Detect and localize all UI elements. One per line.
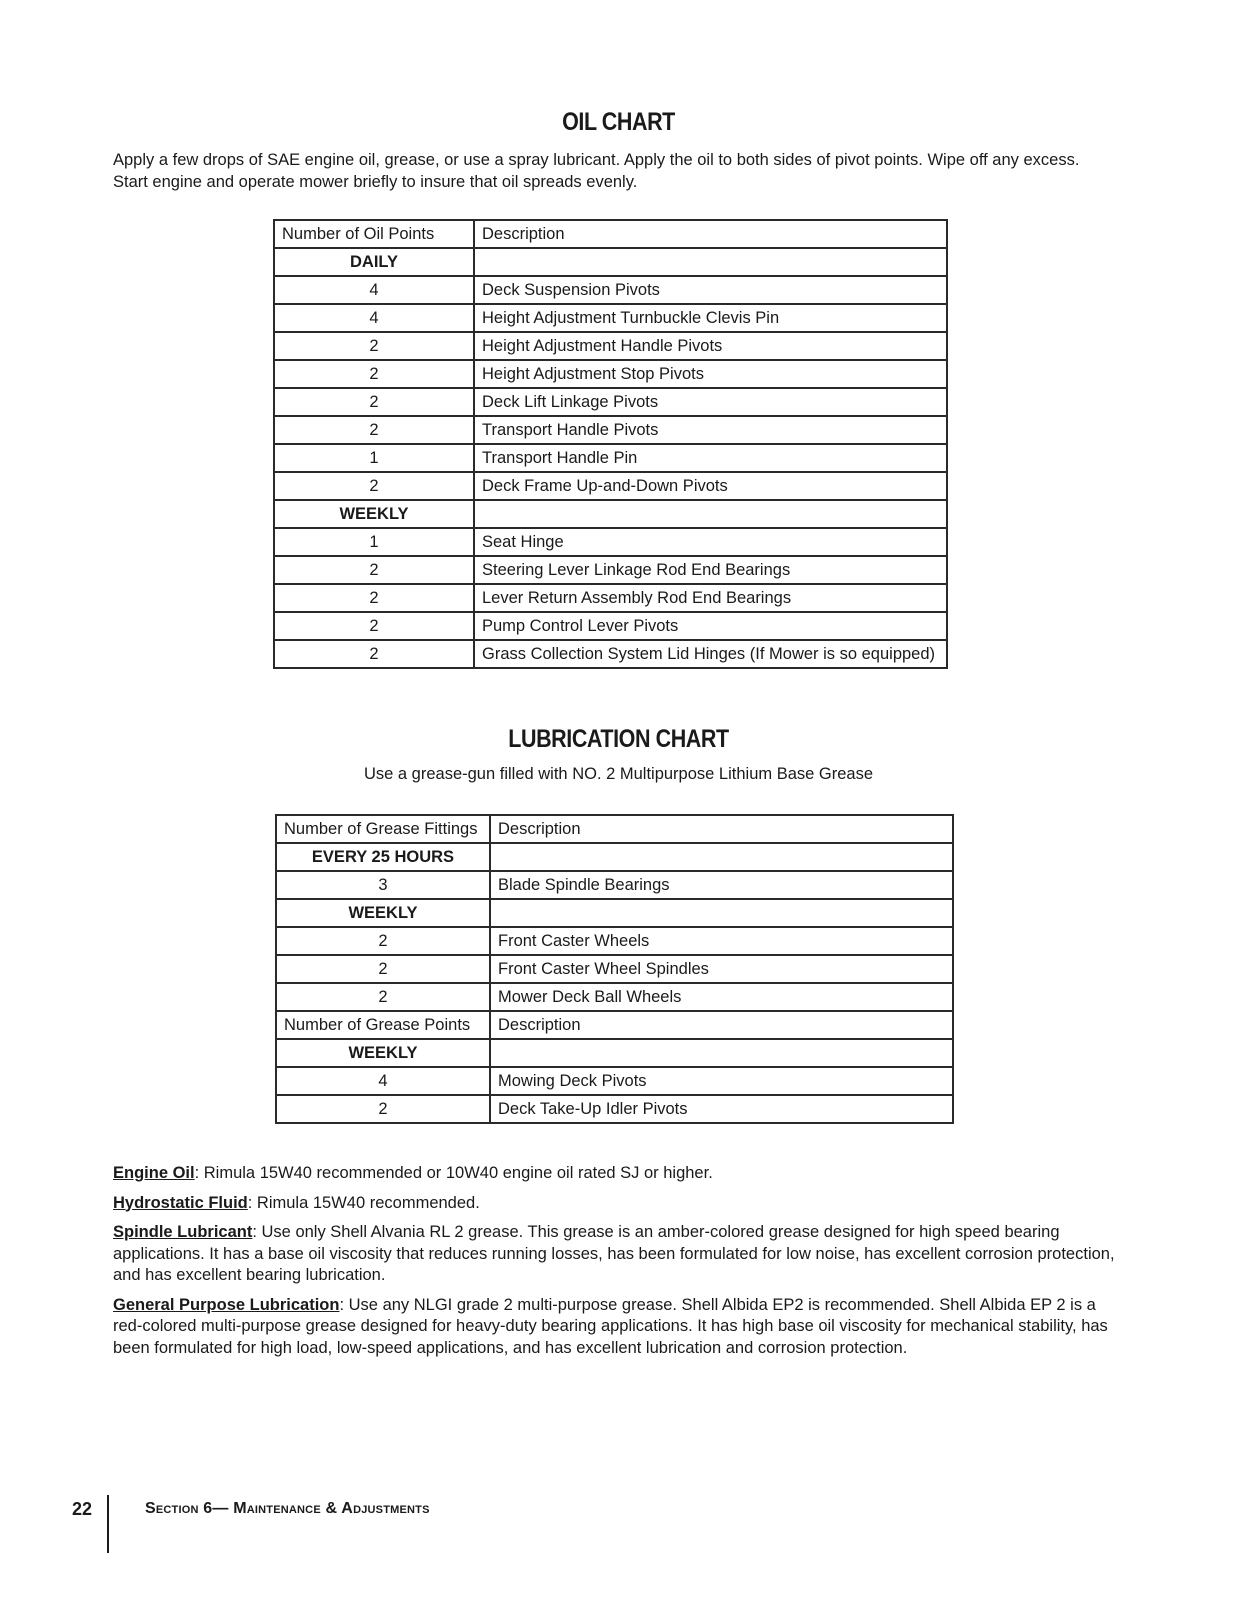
oil-chart-title: OIL CHART: [562, 108, 675, 136]
count-cell: 4: [276, 1067, 490, 1095]
table-header-row: [276, 815, 953, 843]
lube-chart-table: [275, 814, 954, 1124]
note-general-text: : Use any NLGI grade 2 multi-purpose grease. Shell Albida EP2 is recommended. Shell Albida EP 2 is a red-colored multi-purpose grease designed for heavy-duty bearing applications. It has high base oil viscosity for mechanical stability, has been formulated for high load, low-speed applications, and has excellent lubrication and corrosion protection.: [113, 1295, 1108, 1357]
table-row: [274, 612, 947, 640]
table-group-row: [274, 500, 947, 528]
count-cell: 2: [276, 927, 490, 955]
description-cell: Pump Control Lever Pivots: [474, 612, 947, 640]
column-header-description: Description: [474, 220, 947, 248]
oil-chart-table: [273, 219, 948, 669]
column-header-count: Number of Oil Points: [274, 220, 474, 248]
table-row: [274, 304, 947, 332]
table-row: [276, 1095, 953, 1123]
table-row: [274, 332, 947, 360]
table-row: [274, 360, 947, 388]
oil-chart-intro-line1: Apply a few drops of SAE engine oil, grease, or use a spray lubricant. Apply the oil to both sides of pivot points. Wipe off any excess.: [113, 151, 1080, 169]
table-row: [274, 528, 947, 556]
count-cell: 1: [274, 444, 474, 472]
note-hydrostatic-fluid: [113, 1193, 1123, 1215]
table-row: [276, 927, 953, 955]
column-header-description: Description: [490, 1011, 953, 1039]
note-hydrostatic-term: Hydrostatic Fluid: [113, 1193, 248, 1212]
count-cell: 2: [274, 416, 474, 444]
frequency-label: WEEKLY: [276, 899, 490, 927]
count-cell: 2: [274, 332, 474, 360]
count-cell: 2: [274, 360, 474, 388]
count-cell: 2: [274, 556, 474, 584]
table-group-row: [274, 248, 947, 276]
table-row: [276, 1067, 953, 1095]
description-cell: Seat Hinge: [474, 528, 947, 556]
description-cell: Blade Spindle Bearings: [490, 871, 953, 899]
column-header-count: Number of Grease Fittings: [276, 815, 490, 843]
description-cell: Grass Collection System Lid Hinges (If Mower is so equipped): [474, 640, 947, 668]
count-cell: 3: [276, 871, 490, 899]
frequency-label: WEEKLY: [276, 1039, 490, 1067]
count-cell: 2: [274, 472, 474, 500]
table-row: [274, 472, 947, 500]
lube-chart-subtitle: Use a grease-gun filled with NO. 2 Multipurpose Lithium Base Grease: [364, 765, 873, 783]
description-cell: Transport Handle Pivots: [474, 416, 947, 444]
description-cell: Height Adjustment Handle Pivots: [474, 332, 947, 360]
footer-divider: [107, 1495, 109, 1553]
description-cell: Lever Return Assembly Rod End Bearings: [474, 584, 947, 612]
count-cell: 2: [276, 1095, 490, 1123]
description-cell: Deck Frame Up-and-Down Pivots: [474, 472, 947, 500]
table-header-row: [274, 220, 947, 248]
count-cell: 2: [274, 388, 474, 416]
count-cell: 4: [274, 304, 474, 332]
count-cell: 2: [274, 584, 474, 612]
lube-chart-title: LUBRICATION CHART: [508, 725, 729, 753]
count-cell: 2: [276, 983, 490, 1011]
description-cell: Height Adjustment Turnbuckle Clevis Pin: [474, 304, 947, 332]
table-row: [274, 276, 947, 304]
note-engine-oil-text: : Rimula 15W40 recommended or 10W40 engine oil rated SJ or higher.: [194, 1164, 713, 1182]
note-engine-oil-term: Engine Oil: [113, 1164, 195, 1182]
table-row: [276, 871, 953, 899]
note-spindle-term: Spindle Lubricant: [113, 1223, 253, 1241]
note-spindle-lubricant: [113, 1222, 1123, 1287]
note-general-purpose: [113, 1295, 1123, 1360]
lubricant-notes: [113, 1163, 1123, 1367]
table-group-row: [276, 843, 953, 871]
description-cell: Height Adjustment Stop Pivots: [474, 360, 947, 388]
table-row: [274, 556, 947, 584]
description-cell: Steering Lever Linkage Rod End Bearings: [474, 556, 947, 584]
count-cell: 1: [274, 528, 474, 556]
table-row: [274, 444, 947, 472]
note-hydrostatic-text: : Rimula 15W40 recommended.: [247, 1193, 480, 1212]
table-header-row: [276, 1011, 953, 1039]
description-cell: [490, 899, 953, 927]
table-row: [274, 584, 947, 612]
column-header-count: Number of Grease Points: [276, 1011, 490, 1039]
description-cell: [474, 500, 947, 528]
page-number: 22: [72, 1499, 93, 1519]
table-row: [276, 955, 953, 983]
count-cell: 2: [274, 612, 474, 640]
note-general-term: General Purpose Lubrication: [113, 1295, 340, 1314]
section-title: Section 6— Maintenance & Adjustments: [145, 1500, 430, 1517]
description-cell: Mower Deck Ball Wheels: [490, 983, 953, 1011]
oil-chart-intro: [113, 149, 1133, 193]
note-spindle-text: : Use only Shell Alvania RL 2 grease. This grease is an amber-colored grease designed for high speed bearing applications. It has a base oil viscosity that reduces running losses, has been formulated for low noise, has excellent corrosion protection, and has excellent bearing lubrication.: [113, 1223, 1115, 1284]
description-cell: Transport Handle Pin: [474, 444, 947, 472]
table-row: [276, 983, 953, 1011]
table-row: [274, 416, 947, 444]
description-cell: [490, 843, 953, 871]
description-cell: Mowing Deck Pivots: [490, 1067, 953, 1095]
table-row: [274, 640, 947, 668]
description-cell: Front Caster Wheel Spindles: [490, 955, 953, 983]
table-row: [274, 388, 947, 416]
count-cell: 2: [276, 955, 490, 983]
description-cell: [490, 1039, 953, 1067]
count-cell: 2: [274, 640, 474, 668]
frequency-label: WEEKLY: [274, 500, 474, 528]
note-engine-oil: [113, 1163, 1123, 1185]
column-header-description: Description: [490, 815, 953, 843]
description-cell: Deck Take-Up Idler Pivots: [490, 1095, 953, 1123]
description-cell: Deck Suspension Pivots: [474, 276, 947, 304]
table-group-row: [276, 1039, 953, 1067]
frequency-label: EVERY 25 HOURS: [276, 843, 490, 871]
frequency-label: DAILY: [274, 248, 474, 276]
description-cell: [474, 248, 947, 276]
description-cell: Deck Lift Linkage Pivots: [474, 388, 947, 416]
description-cell: Front Caster Wheels: [490, 927, 953, 955]
oil-chart-intro-line2: Start engine and operate mower briefly to insure that oil spreads evenly.: [113, 173, 638, 191]
count-cell: 4: [274, 276, 474, 304]
table-group-row: [276, 899, 953, 927]
